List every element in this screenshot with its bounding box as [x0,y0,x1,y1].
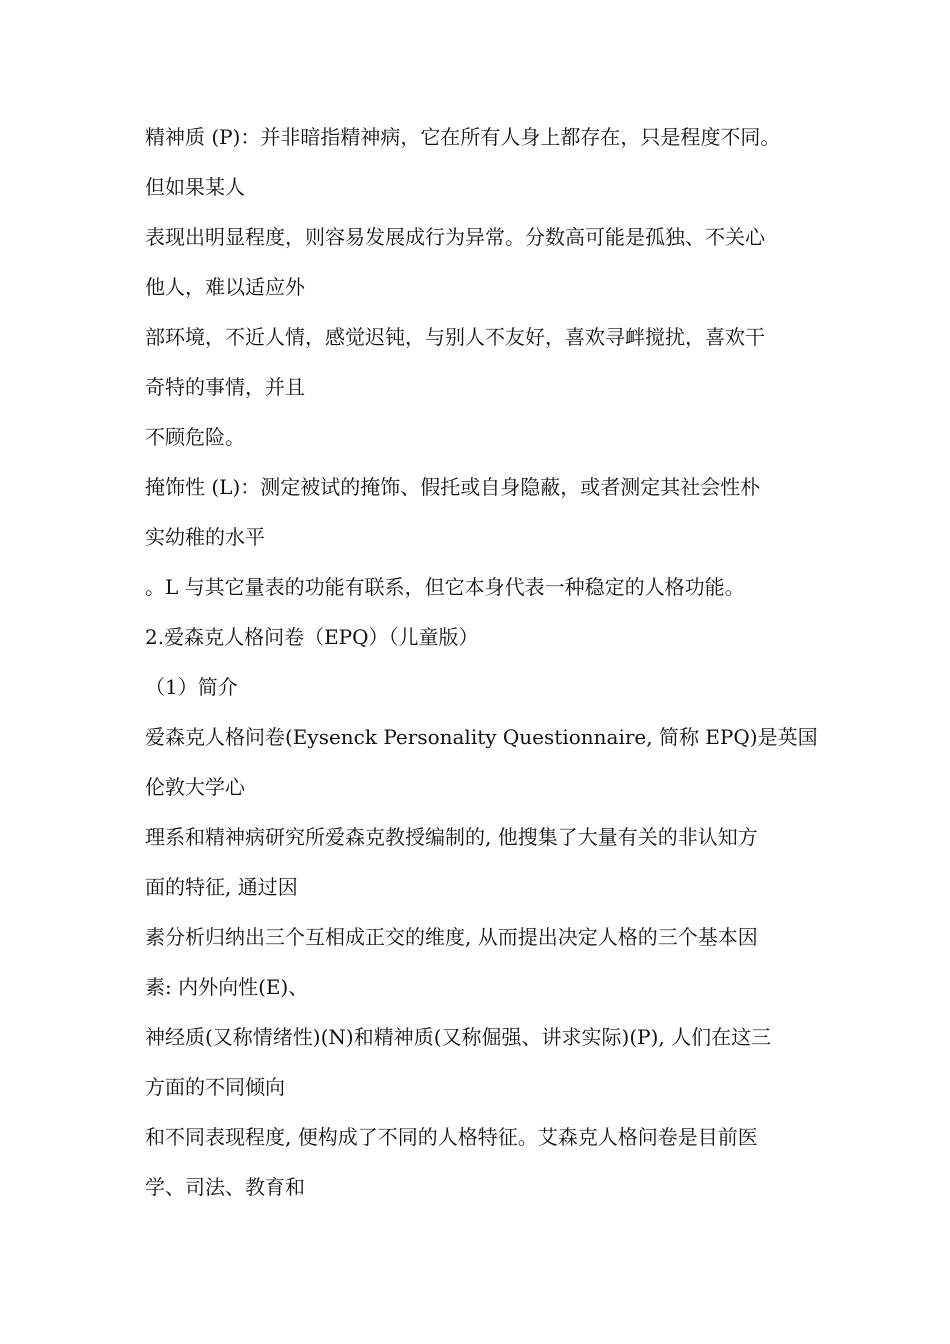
text-line: 爱森克人格问卷(Eysenck Personality Questionnaire, 简称 EPQ)是英国 [145,725,818,749]
text-line: 和不同表现程度, 便构成了不同的人格特征。艾森克人格问卷是目前医 [145,1125,758,1149]
text-line: 理系和精神病研究所爱森克教授编制的, 他搜集了大量有关的非认知方 [145,825,758,849]
text-line: 实幼稚的水平 [145,525,265,549]
text-line: 方面的不同倾向 [145,1075,285,1099]
text-line: 不顾危险。 [145,425,245,449]
document-body [145,116,818,1216]
text-line: 奇特的事情，并且 [145,375,305,399]
text-line: 精神质 (P)：并非暗指精神病，它在所有人身上都存在，只是程度不同。 [145,125,781,149]
text-line: 他人，难以适应外 [145,275,305,299]
text-line: 神经质(又称情绪性)(N)和精神质(又称倔强、讲求实际)(P), 人们在这三 [145,1025,772,1049]
text-line: 素: 内外向性(E)、 [145,975,309,999]
subsection-heading: （1）简介 [145,675,238,699]
text-line: 素分析归纳出三个互相成正交的维度, 从而提出决定人格的三个基本因 [145,925,758,949]
section-heading: 2.爱森克人格问卷（EPQ）（儿童版） [145,625,479,649]
text-line: 部环境，不近人情，感觉迟钝，与别人不友好，喜欢寻衅搅扰，喜欢干 [145,325,765,349]
text-line: 掩饰性 (L)：测定被试的掩饰、假托或自身隐蔽，或者测定其社会性朴 [145,475,761,499]
text-line: 学、司法、教育和 [145,1175,305,1199]
text-line: 。L 与其它量表的功能有联系，但它本身代表一种稳定的人格功能。 [145,575,745,599]
text-line: 表现出明显程度，则容易发展成行为异常。分数高可能是孤独、不关心 [145,225,765,249]
text-line: 面的特征, 通过因 [145,875,298,899]
text-line: 伦敦大学心 [145,775,245,799]
text-line: 但如果某人 [145,175,245,199]
